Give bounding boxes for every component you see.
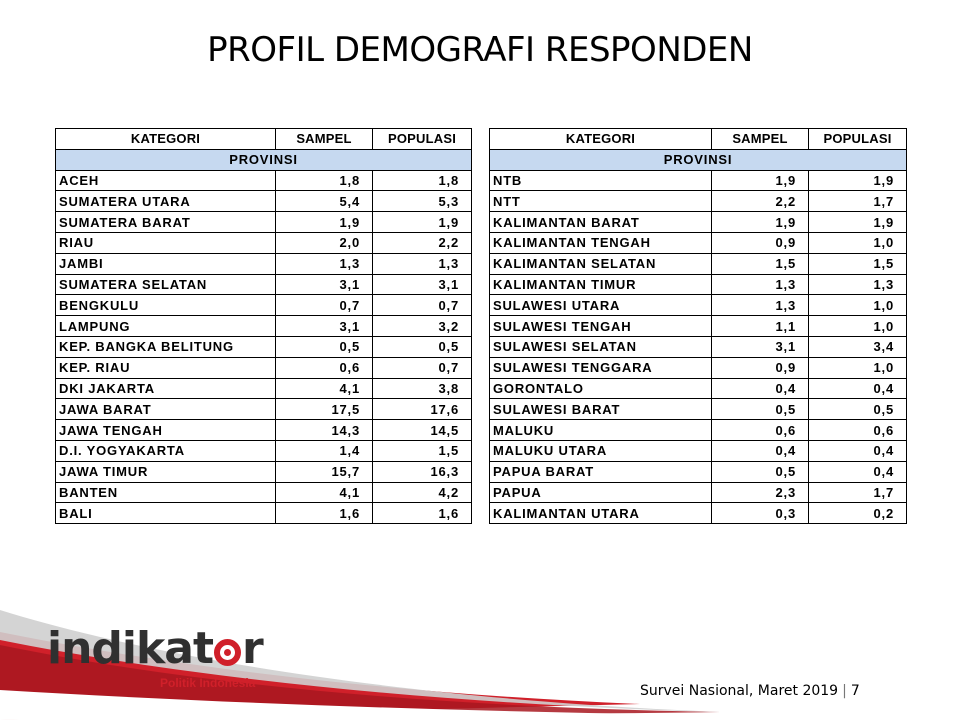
cell-sampel: 1,8 bbox=[276, 170, 373, 191]
table-row bbox=[490, 440, 907, 461]
cell-kategori: SULAWESI TENGAH bbox=[490, 316, 712, 337]
cell-populasi: 0,2 bbox=[809, 503, 907, 524]
cell-populasi: 4,2 bbox=[373, 482, 472, 503]
cell-populasi: 1,0 bbox=[809, 232, 907, 253]
cell-populasi: 0,4 bbox=[809, 440, 907, 461]
page-title: PROFIL DEMOGRAFI RESPONDEN bbox=[207, 30, 753, 70]
table-row bbox=[490, 232, 907, 253]
table-row bbox=[56, 357, 472, 378]
cell-populasi: 5,3 bbox=[373, 191, 472, 212]
table-row bbox=[56, 482, 472, 503]
logo-o-center bbox=[224, 649, 231, 656]
cell-sampel: 0,6 bbox=[712, 420, 809, 441]
cell-sampel: 0,4 bbox=[712, 440, 809, 461]
table-row bbox=[490, 253, 907, 274]
cell-populasi: 0,6 bbox=[809, 420, 907, 441]
cell-kategori: DKI JAKARTA bbox=[56, 378, 276, 399]
cell-sampel: 1,9 bbox=[276, 212, 373, 233]
cell-kategori: LAMPUNG bbox=[56, 316, 276, 337]
cell-populasi: 2,2 bbox=[373, 232, 472, 253]
cell-sampel: 1,5 bbox=[712, 253, 809, 274]
cell-populasi: 1,6 bbox=[373, 503, 472, 524]
cell-sampel: 1,9 bbox=[712, 212, 809, 233]
cell-populasi: 0,4 bbox=[809, 461, 907, 482]
cell-kategori: SUMATERA UTARA bbox=[56, 191, 276, 212]
cell-populasi: 0,7 bbox=[373, 357, 472, 378]
header-kategori: KATEGORI bbox=[490, 129, 712, 150]
cell-populasi: 0,5 bbox=[373, 336, 472, 357]
cell-populasi: 0,7 bbox=[373, 295, 472, 316]
cell-sampel: 2,3 bbox=[712, 482, 809, 503]
table-row bbox=[490, 212, 907, 233]
cell-sampel: 0,6 bbox=[276, 357, 373, 378]
cell-populasi: 1,5 bbox=[809, 253, 907, 274]
demographics-table-left bbox=[55, 128, 472, 524]
section-label-provinsi: PROVINSI bbox=[56, 149, 472, 170]
table-row bbox=[56, 316, 472, 337]
header-sampel: SAMPEL bbox=[712, 129, 809, 150]
table-row bbox=[56, 399, 472, 420]
cell-kategori: NTB bbox=[490, 170, 712, 191]
cell-sampel: 1,1 bbox=[712, 316, 809, 337]
table-row bbox=[490, 399, 907, 420]
table-row bbox=[490, 420, 907, 441]
cell-populasi: 1,9 bbox=[373, 212, 472, 233]
cell-sampel: 1,3 bbox=[712, 274, 809, 295]
cell-sampel: 1,3 bbox=[712, 295, 809, 316]
footer-text: Survei Nasional, Maret 2019 bbox=[640, 683, 839, 699]
logo-word-post: r bbox=[241, 623, 263, 674]
cell-sampel: 1,4 bbox=[276, 440, 373, 461]
header-sampel: SAMPEL bbox=[276, 129, 373, 150]
cell-populasi: 1,0 bbox=[809, 295, 907, 316]
table-row bbox=[56, 420, 472, 441]
cell-kategori: SUMATERA SELATAN bbox=[56, 274, 276, 295]
header-kategori: KATEGORI bbox=[56, 129, 276, 150]
cell-sampel: 1,3 bbox=[276, 253, 373, 274]
section-row bbox=[490, 149, 907, 170]
cell-populasi: 1,7 bbox=[809, 482, 907, 503]
cell-kategori: KALIMANTAN TENGAH bbox=[490, 232, 712, 253]
cell-sampel: 14,3 bbox=[276, 420, 373, 441]
cell-sampel: 3,1 bbox=[276, 274, 373, 295]
table-row bbox=[56, 336, 472, 357]
table-row bbox=[56, 191, 472, 212]
table-row bbox=[56, 232, 472, 253]
cell-kategori: PAPUA bbox=[490, 482, 712, 503]
cell-populasi: 3,1 bbox=[373, 274, 472, 295]
cell-kategori: JAMBI bbox=[56, 253, 276, 274]
table-row bbox=[56, 295, 472, 316]
cell-kategori: D.I. YOGYAKARTA bbox=[56, 440, 276, 461]
logo-word-pre: indikat bbox=[47, 623, 213, 674]
cell-kategori: KALIMANTAN SELATAN bbox=[490, 253, 712, 274]
cell-kategori: SUMATERA BARAT bbox=[56, 212, 276, 233]
cell-kategori: SULAWESI UTARA bbox=[490, 295, 712, 316]
cell-kategori: KEP. RIAU bbox=[56, 357, 276, 378]
cell-sampel: 3,1 bbox=[712, 336, 809, 357]
cell-sampel: 0,9 bbox=[712, 232, 809, 253]
table-row bbox=[490, 274, 907, 295]
cell-populasi: 3,2 bbox=[373, 316, 472, 337]
table-row bbox=[490, 482, 907, 503]
cell-kategori: JAWA BARAT bbox=[56, 399, 276, 420]
cell-kategori: MALUKU bbox=[490, 420, 712, 441]
cell-kategori: KALIMANTAN TIMUR bbox=[490, 274, 712, 295]
cell-populasi: 1,7 bbox=[809, 191, 907, 212]
logo-o-mark bbox=[214, 639, 241, 666]
cell-sampel: 0,5 bbox=[712, 461, 809, 482]
table-row bbox=[490, 170, 907, 191]
cell-kategori: SULAWESI TENGGARA bbox=[490, 357, 712, 378]
table-row bbox=[56, 503, 472, 524]
table-row bbox=[490, 316, 907, 337]
table-row bbox=[490, 295, 907, 316]
slide-footer bbox=[640, 683, 860, 699]
cell-kategori: KALIMANTAN UTARA bbox=[490, 503, 712, 524]
cell-sampel: 3,1 bbox=[276, 316, 373, 337]
table-row bbox=[56, 253, 472, 274]
cell-kategori: GORONTALO bbox=[490, 378, 712, 399]
cell-sampel: 5,4 bbox=[276, 191, 373, 212]
cell-populasi: 1,8 bbox=[373, 170, 472, 191]
cell-populasi: 3,4 bbox=[809, 336, 907, 357]
table-row bbox=[56, 274, 472, 295]
cell-populasi: 17,6 bbox=[373, 399, 472, 420]
cell-sampel: 0,5 bbox=[276, 336, 373, 357]
cell-kategori: JAWA TIMUR bbox=[56, 461, 276, 482]
cell-kategori: SULAWESI SELATAN bbox=[490, 336, 712, 357]
table-row bbox=[490, 378, 907, 399]
cell-sampel: 4,1 bbox=[276, 482, 373, 503]
cell-kategori: RIAU bbox=[56, 232, 276, 253]
cell-populasi: 1,3 bbox=[809, 274, 907, 295]
cell-populasi: 1,3 bbox=[373, 253, 472, 274]
table-row bbox=[56, 170, 472, 191]
table-row bbox=[490, 191, 907, 212]
cell-kategori: PAPUA BARAT bbox=[490, 461, 712, 482]
header-populasi: POPULASI bbox=[809, 129, 907, 150]
logo-subtitle: Politik Indonesia bbox=[160, 676, 256, 690]
cell-sampel: 17,5 bbox=[276, 399, 373, 420]
cell-kategori: ACEH bbox=[56, 170, 276, 191]
table-header-row bbox=[490, 129, 907, 150]
cell-kategori: KEP. BANGKA BELITUNG bbox=[56, 336, 276, 357]
table-row bbox=[490, 336, 907, 357]
cell-populasi: 0,5 bbox=[809, 399, 907, 420]
cell-sampel: 1,9 bbox=[712, 170, 809, 191]
table-row bbox=[56, 378, 472, 399]
footer-separator: | bbox=[842, 683, 847, 699]
cell-kategori: MALUKU UTARA bbox=[490, 440, 712, 461]
cell-kategori: BALI bbox=[56, 503, 276, 524]
cell-sampel: 0,4 bbox=[712, 378, 809, 399]
cell-populasi: 1,5 bbox=[373, 440, 472, 461]
cell-populasi: 1,0 bbox=[809, 357, 907, 378]
cell-sampel: 4,1 bbox=[276, 378, 373, 399]
cell-populasi: 0,4 bbox=[809, 378, 907, 399]
demographics-table-right bbox=[489, 128, 907, 524]
cell-kategori: BANTEN bbox=[56, 482, 276, 503]
cell-kategori: SULAWESI BARAT bbox=[490, 399, 712, 420]
table-row bbox=[490, 503, 907, 524]
cell-sampel: 0,3 bbox=[712, 503, 809, 524]
cell-populasi: 16,3 bbox=[373, 461, 472, 482]
cell-populasi: 14,5 bbox=[373, 420, 472, 441]
cell-sampel: 15,7 bbox=[276, 461, 373, 482]
section-label-provinsi: PROVINSI bbox=[490, 149, 907, 170]
cell-kategori: NTT bbox=[490, 191, 712, 212]
logo-wordmark bbox=[47, 624, 263, 674]
table-header-row bbox=[56, 129, 472, 150]
cell-populasi: 1,0 bbox=[809, 316, 907, 337]
indikator-logo bbox=[47, 623, 263, 690]
cell-sampel: 2,0 bbox=[276, 232, 373, 253]
table-row bbox=[56, 212, 472, 233]
cell-kategori: BENGKULU bbox=[56, 295, 276, 316]
table-row bbox=[56, 461, 472, 482]
cell-sampel: 0,5 bbox=[712, 399, 809, 420]
cell-populasi: 1,9 bbox=[809, 170, 907, 191]
table-row bbox=[490, 461, 907, 482]
cell-sampel: 1,6 bbox=[276, 503, 373, 524]
cell-populasi: 1,9 bbox=[809, 212, 907, 233]
cell-populasi: 3,8 bbox=[373, 378, 472, 399]
cell-sampel: 0,9 bbox=[712, 357, 809, 378]
table-row bbox=[490, 357, 907, 378]
cell-sampel: 0,7 bbox=[276, 295, 373, 316]
table-row bbox=[56, 440, 472, 461]
cell-sampel: 2,2 bbox=[712, 191, 809, 212]
cell-kategori: KALIMANTAN BARAT bbox=[490, 212, 712, 233]
section-row bbox=[56, 149, 472, 170]
page-number: 7 bbox=[850, 683, 860, 699]
header-populasi: POPULASI bbox=[373, 129, 472, 150]
cell-kategori: JAWA TENGAH bbox=[56, 420, 276, 441]
